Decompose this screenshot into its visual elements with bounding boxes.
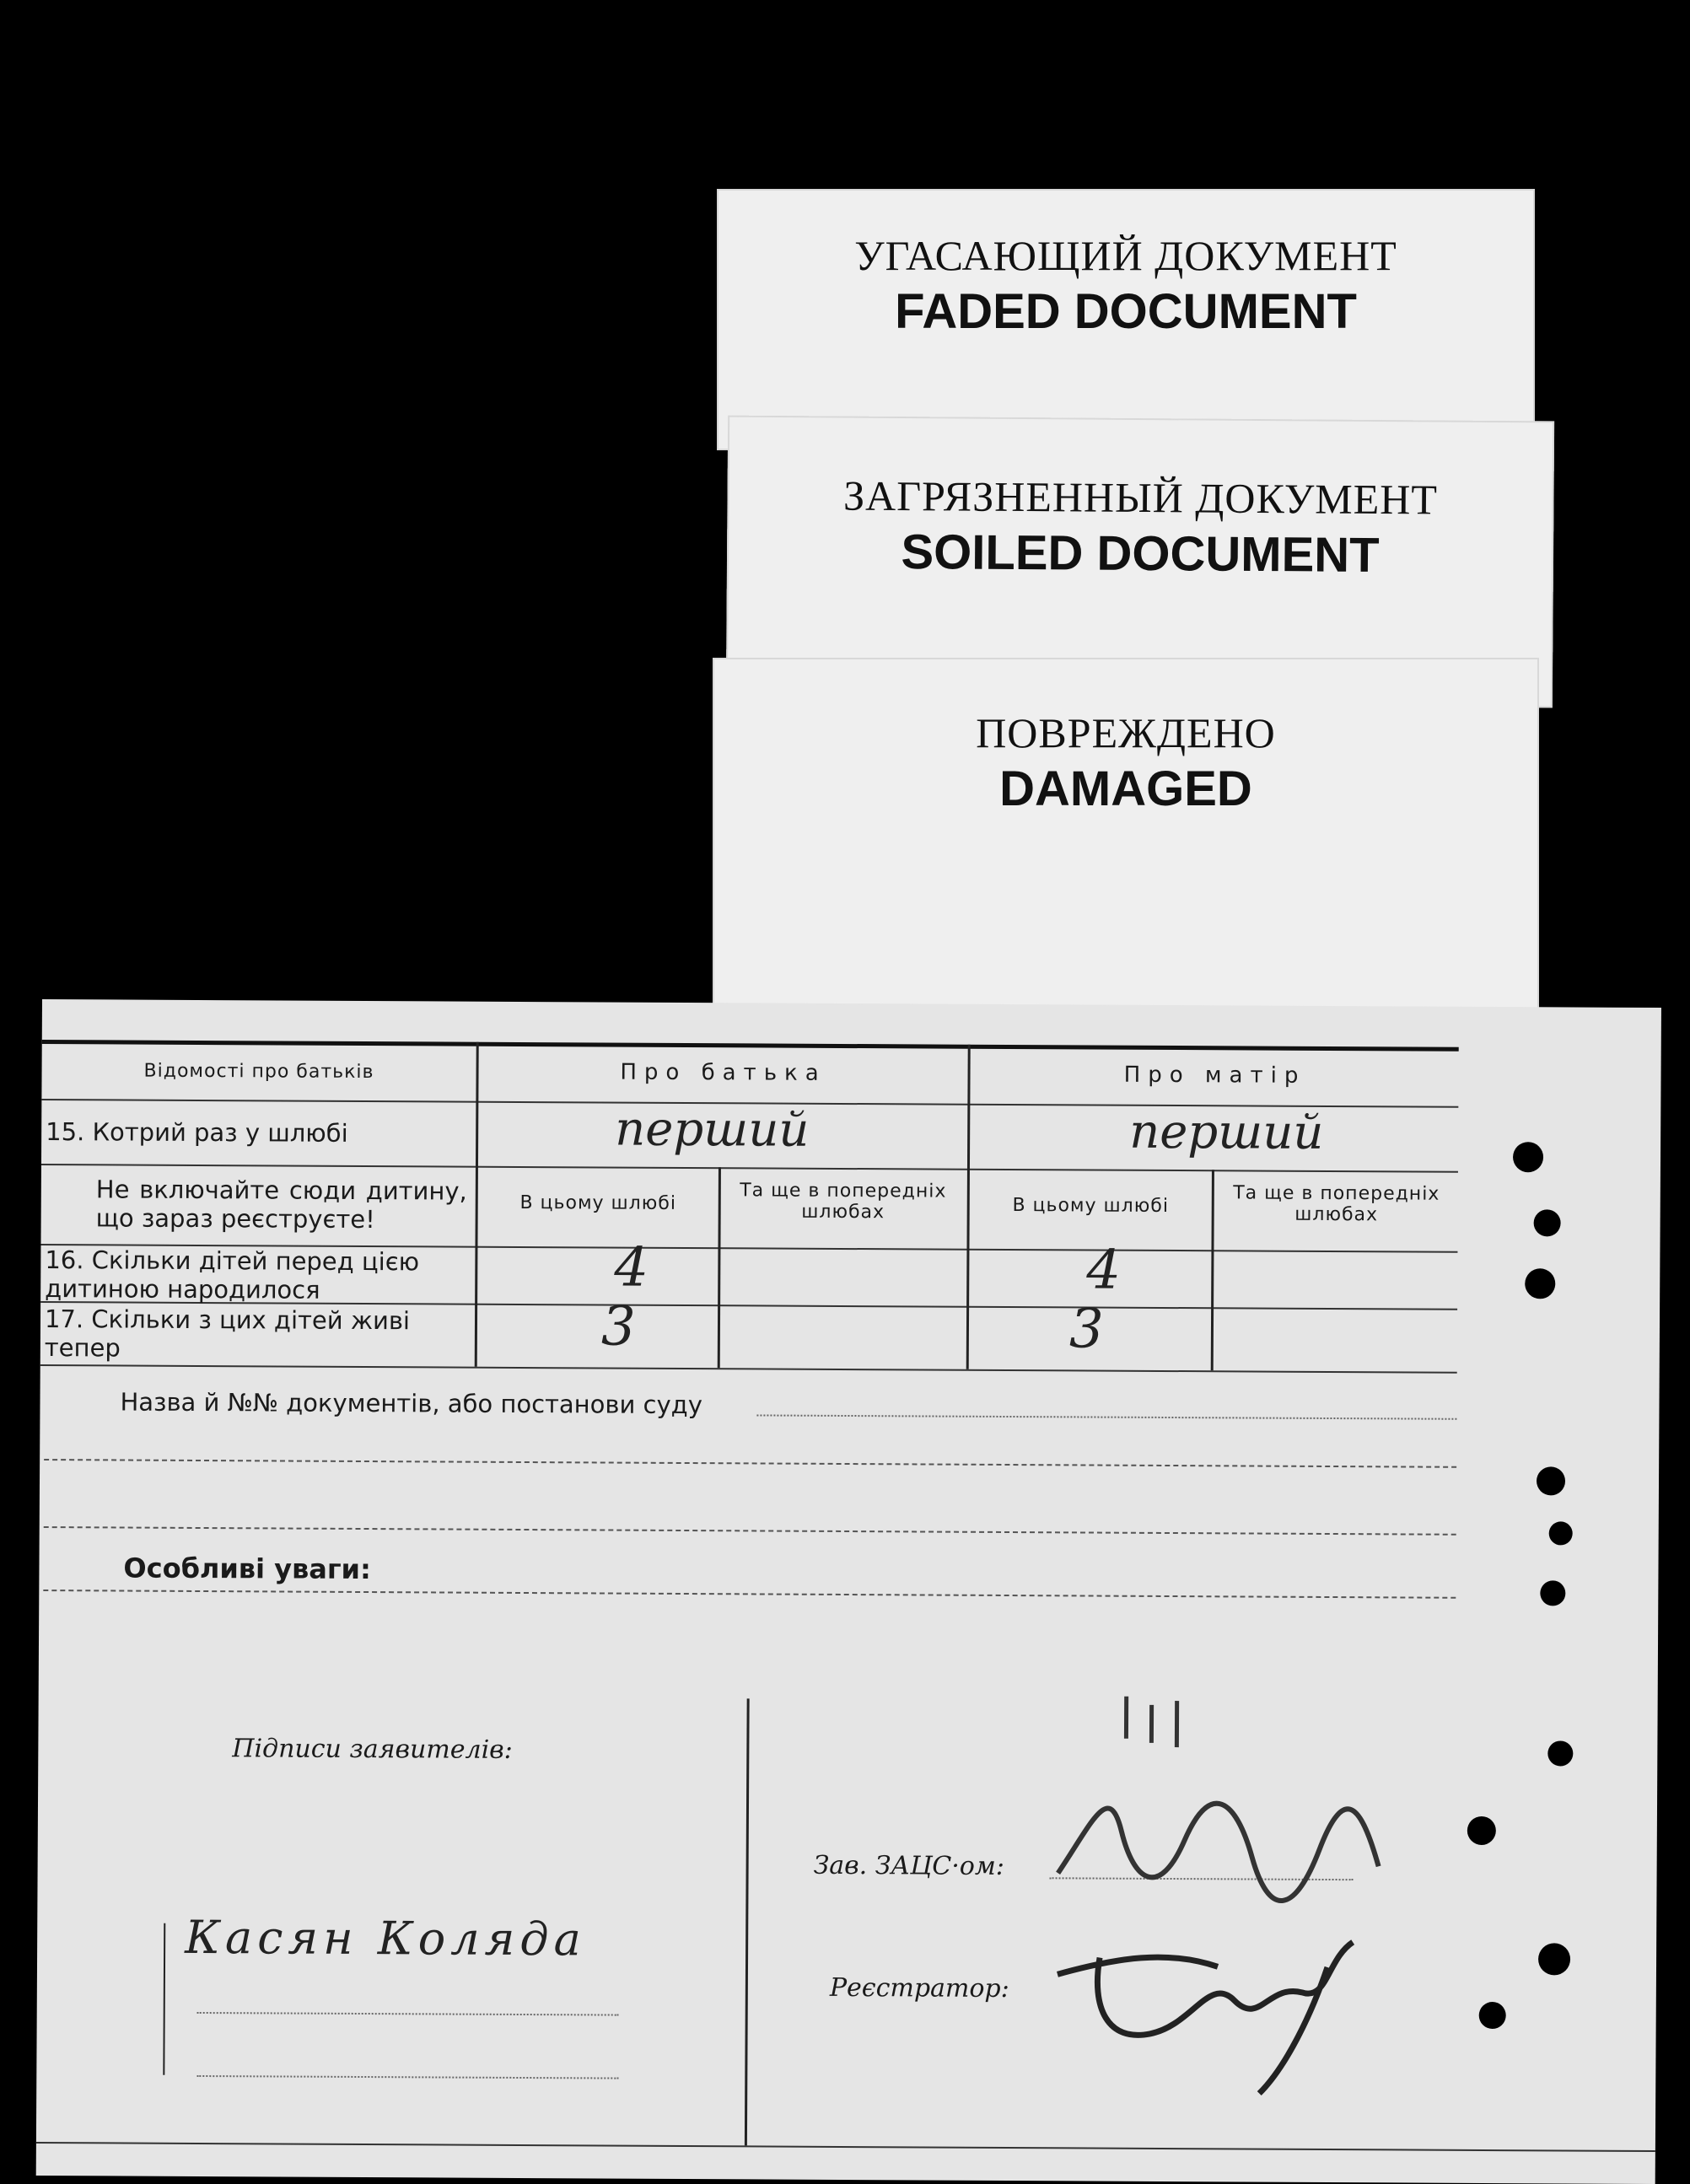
punch-hole xyxy=(1479,2002,1506,2029)
head-signature-scribble xyxy=(1041,1662,1397,1934)
remarks-label: Особливі уваги: xyxy=(123,1552,371,1586)
documents-line xyxy=(756,1414,1456,1419)
row17-mother-value: 3 xyxy=(1068,1298,1104,1361)
row15-label: 15. Котрий раз у шлюбі xyxy=(46,1117,348,1148)
card-ru-text: ЗАГРЯЗНЕННЫЙ ДОКУМЕНТ xyxy=(842,471,1439,524)
top-rule xyxy=(42,1040,1459,1052)
row17-father-value: 3 xyxy=(600,1295,636,1358)
row16-label: 16. Скільки дітей перед цією дитиною народилося xyxy=(45,1245,420,1304)
documents-label: Назва й №№ документів, або постанови суду xyxy=(120,1387,703,1420)
applicant-line xyxy=(196,2075,618,2079)
registrar-signature-scribble xyxy=(1048,1907,1420,2102)
mother-previous: Та ще в попередніх шлюбах xyxy=(1233,1182,1440,1226)
row16-mother-value: 4 xyxy=(1086,1239,1122,1302)
documents-line-3 xyxy=(44,1526,1456,1536)
card-ru-text: ПОВРЕЖДЕНО xyxy=(976,709,1276,756)
bottom-rule xyxy=(36,2142,1655,2152)
applicant-signature: Касян Коляда xyxy=(185,1910,586,1966)
punch-hole xyxy=(1525,1268,1555,1299)
damaged-card xyxy=(713,658,1539,1012)
punch-hole xyxy=(1549,1521,1573,1545)
header-info: Відомості про батьків xyxy=(143,1060,374,1084)
punch-hole xyxy=(1534,1209,1561,1236)
note-label: Не включайте сюди дитину, що зараз реєструєте! xyxy=(95,1175,467,1235)
row17-rule xyxy=(40,1364,1457,1374)
applicant-bracket xyxy=(163,1923,165,2075)
punch-hole xyxy=(1538,1943,1570,1975)
remarks-line xyxy=(43,1590,1456,1599)
father-in-marriage: В цьому шлюбі xyxy=(519,1192,677,1214)
registration-form xyxy=(36,999,1661,2184)
faded-document-card xyxy=(717,189,1535,450)
row15-father-value: перший xyxy=(615,1101,810,1158)
punch-hole xyxy=(1513,1142,1543,1172)
applicants-label: Підписи заявителів: xyxy=(232,1734,513,1765)
row16-father-value: 4 xyxy=(614,1236,649,1299)
punch-hole xyxy=(1540,1580,1565,1606)
row15-rule xyxy=(41,1164,1458,1173)
card-en-text: DAMAGED xyxy=(999,761,1252,816)
father-previous: Та ще в попередніх шлюбах xyxy=(740,1180,947,1224)
row15-mother-value: перший xyxy=(1129,1104,1324,1160)
punch-hole xyxy=(1537,1466,1565,1495)
documents-line-2 xyxy=(44,1459,1456,1468)
header-father: Про батька xyxy=(620,1059,826,1086)
registrar-label: Реєстратор: xyxy=(829,1972,1009,2004)
applicant-line xyxy=(197,2012,619,2016)
row17-label: 17. Скільки з цих дітей живі тепер xyxy=(44,1304,411,1363)
punch-hole xyxy=(1547,1740,1573,1766)
header-mother: Про матір xyxy=(1123,1062,1306,1089)
card-ru-text: УГАСАЮЩИЙ ДОКУМЕНТ xyxy=(854,232,1397,279)
punch-hole xyxy=(1467,1816,1496,1845)
mother-in-marriage: В цьому шлюбі xyxy=(1012,1195,1170,1217)
signature-divider xyxy=(745,1698,750,2145)
card-en-text: SOILED DOCUMENT xyxy=(901,524,1380,583)
card-en-text: FADED DOCUMENT xyxy=(895,284,1357,339)
head-label: Зав. ЗАЦС·ом: xyxy=(813,1850,1004,1881)
